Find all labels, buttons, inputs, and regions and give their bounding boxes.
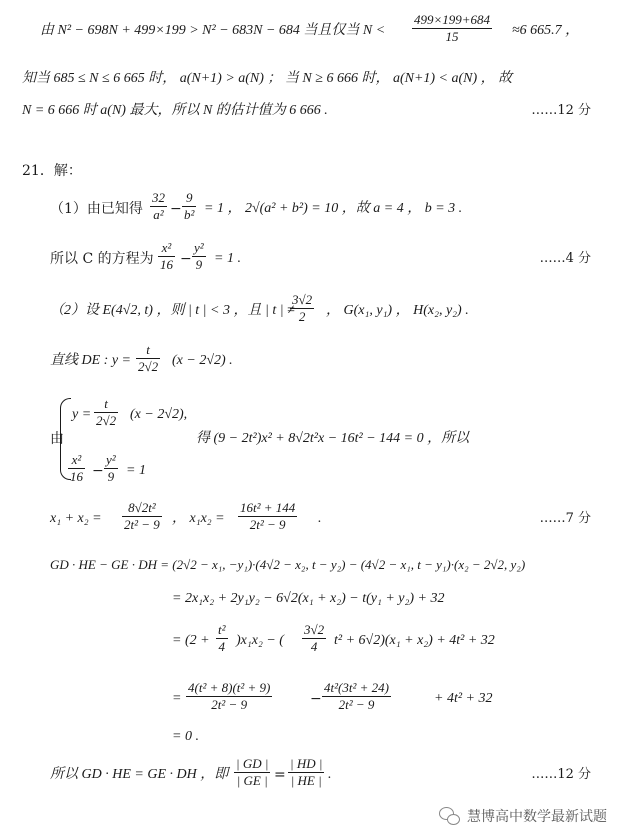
- line-2: 知当 685 ≤ N ≤ 6 665 时， a(N+1) > a(N) ； 当 N ≥ 6 666 时， a(N+1) < a(N) ， 故: [22, 71, 513, 86]
- vector-line: GD · HE − GE · DH = (2√2 − x₁, −y₁)·(4√2 − x₂, t − y₂) − (4√2 − x₁, t − y₁)·(x₂ − 2√2, y₂): [50, 557, 526, 572]
- conclusion-rest: .: [328, 767, 332, 782]
- conclusion-frac-1: $\frac{| GD |}{| GE |}$: [236, 756, 269, 788]
- line-de-frac: $\frac{t}{2√2}$: [138, 342, 159, 374]
- line-1-fraction: $\frac{499\times 199+684}{15}$: [414, 12, 491, 44]
- step-line-4: = 0 .: [172, 729, 199, 744]
- vieta-prod-label: ， x₁x₂ =: [172, 511, 225, 526]
- equation-c-intro: 所以 C 的方程为: [50, 251, 154, 267]
- step-line-1: = 2x₁x₂ + 2y₁y₂ − 6√2(x₁ + x₂) − t(y₁ + y₂) + 32: [172, 591, 445, 606]
- part-1-intro: （1）由已知得: [50, 201, 143, 217]
- vieta-sum-label: x₁ + x₂ =: [50, 511, 102, 526]
- system-result: 得 (9 − 2t²)x² + 8√2t²x − 16t² − 144 = 0 ，所以: [196, 431, 470, 446]
- system-line-1-rest: (x − 2√2),: [130, 407, 188, 422]
- wechat-icon: [439, 807, 461, 825]
- step-line-2-frac-1: $\frac{\text{t²}}{4}$: [218, 622, 226, 654]
- conclusion-intro: 所以 GD · HE = GE · DH ，即: [50, 767, 229, 782]
- line-3-text: N = 6 666 时 a(N) 最大，所以 N 的估计值为 6 666 .: [22, 103, 328, 118]
- line-1-text: 由 N² − 698N + 499×199 > N² − 683N − 684 当且仅当 N <: [40, 23, 386, 38]
- step-line-3-pre: =: [172, 691, 182, 706]
- score-7: ……7 分: [539, 511, 591, 526]
- line-de-rest: (x − 2√2) .: [172, 353, 233, 368]
- equation-c-frac-b: $\frac{\text{y²}}{9}$: [194, 240, 204, 272]
- step-line-2-frac-2: $\frac{3√2}{4}$: [304, 622, 325, 654]
- score-12-first: ……12 分: [531, 103, 591, 118]
- score-12-second: ……12 分: [531, 767, 591, 782]
- part-2-rest: ， G(x₁, y₁) ， H(x₂, y₂) .: [326, 303, 469, 318]
- vieta-sum-frac: $\frac{\text{8√2t²}}{\text{2t² − 9}}$: [124, 500, 160, 532]
- system-line-2-frac-b: $\frac{\text{y²}}{9}$: [106, 452, 116, 484]
- part-1-frac-a: $\frac{32}{\text{a²}}$: [152, 190, 165, 222]
- step-line-3-frac-1: $\frac{\text{4(t² + 8)(t² + 9)}}{\text{2t² − 9}}$: [188, 680, 271, 712]
- watermark-text: 慧博高中数学最新试题: [467, 809, 607, 825]
- equation-c-rest: = 1 .: [214, 251, 241, 266]
- step-line-2-rest: t² + 6√2)(x₁ + x₂) + 4t² + 32: [334, 633, 495, 648]
- system-line-2-rest: = 1: [126, 463, 146, 478]
- step-line-2-mid: )x₁x₂ − (: [236, 633, 284, 648]
- part-2-intro: （2）设 E(4√2, t) ，则 | t | < 3 ，且 | t | ≠: [50, 303, 295, 318]
- vieta-prod-rest: .: [318, 511, 322, 526]
- step-line-3-frac-2: $\frac{\text{4t²(3t² + 24)}}{\text{2t² − 9}}$: [324, 680, 389, 712]
- part-2-frac: $\frac{3√2}{2}$: [292, 292, 313, 324]
- line-1-after: ≈6 665.7 ，: [512, 23, 580, 38]
- system-line-2-frac-a: $\frac{\text{x²}}{16}$: [70, 452, 83, 484]
- step-line-3-rest: + 4t² + 32: [434, 691, 493, 706]
- system-line-1-pre: y =: [72, 407, 92, 422]
- part-1-frac-b: $\frac{9}{\text{b²}}$: [184, 190, 195, 222]
- system-you: 由: [50, 431, 64, 447]
- score-4: ……4 分: [539, 251, 591, 266]
- system-line-1-frac: $\frac{t}{2√2}$: [96, 396, 117, 428]
- watermark: [439, 806, 607, 826]
- vieta-prod-frac: $\frac{\text{16t² + 144}}{\text{2t² − 9}}$: [240, 500, 296, 532]
- conclusion-frac-2: $\frac{| HD |}{| HE |}$: [290, 756, 323, 788]
- equation-c-frac-a: $\frac{\text{x²}}{16}$: [160, 240, 173, 272]
- part-1-rest: = 1 ， 2√(a² + b²) = 10 ，故 a = 4 ， b = 3 .: [204, 201, 463, 216]
- problem-21-heading: 21．解：: [22, 163, 82, 179]
- line-de-intro: 直线 DE : y =: [50, 353, 131, 368]
- step-line-2-pre: = (2 +: [172, 633, 210, 648]
